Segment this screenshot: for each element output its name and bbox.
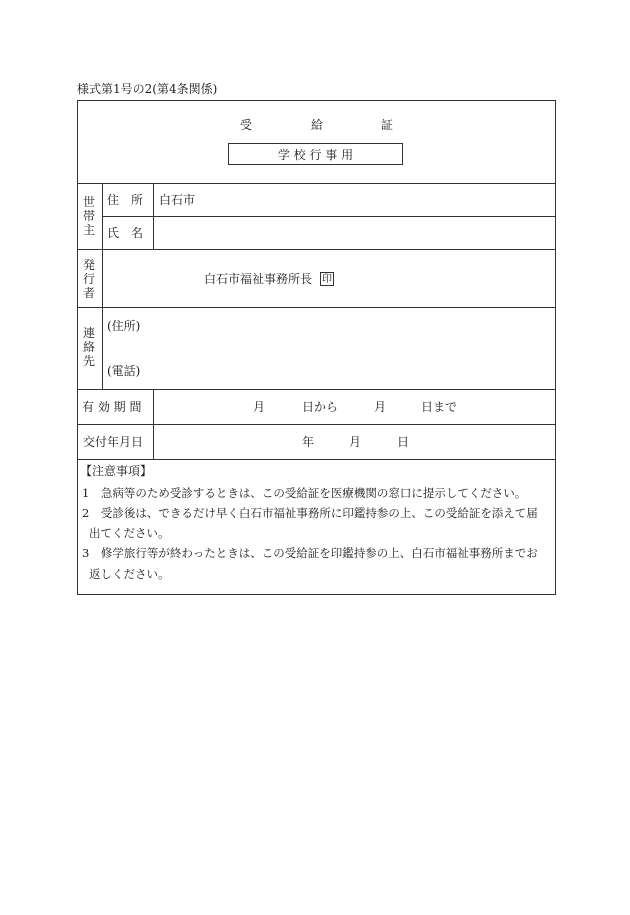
issue-date-label: 交付年月日 bbox=[83, 435, 144, 449]
validity-month-until: 月 bbox=[374, 400, 387, 414]
validity-until: 日まで bbox=[421, 400, 458, 414]
title-char: 受 bbox=[240, 118, 253, 132]
contact-label: 連 絡 先 bbox=[82, 326, 95, 368]
issuer-name: 白石市福祉事務所長 bbox=[204, 272, 313, 286]
seal-mark: 印 bbox=[322, 274, 332, 285]
row-divider bbox=[77, 183, 556, 184]
issuer-label: 発 行 者 bbox=[82, 258, 95, 300]
title-char: 給 bbox=[311, 118, 324, 132]
period-column-divider bbox=[153, 389, 154, 459]
contact-address: (住所) bbox=[107, 319, 141, 333]
contact-phone: (電話) bbox=[107, 364, 141, 378]
row-divider bbox=[102, 216, 556, 217]
certificate-frame bbox=[77, 100, 556, 595]
row-divider bbox=[77, 389, 556, 390]
school-event-label: 学 校 行 事 用 bbox=[277, 148, 354, 162]
issue-month: 月 bbox=[349, 435, 362, 449]
address-value: 白石市 bbox=[159, 193, 196, 207]
note-item: 3 修学旅行等が終わったときは、この受給証を印鑑持参の上、白石市福祉事務所までお bbox=[82, 546, 538, 560]
note-item: 2 受診後は、できるだけ早く白石市福祉事務所に印鑑持参の上、この受給証を添えて届 bbox=[82, 506, 538, 520]
note-item: 1 急病等のため受診するときは、この受給証を医療機関の窓口に提示してください。 bbox=[82, 486, 527, 500]
note-item-continued: 返しください。 bbox=[89, 567, 170, 581]
sublabel-column-divider bbox=[153, 183, 154, 249]
validity-month-from: 月 bbox=[253, 400, 266, 414]
notes-heading: 【注意事項】 bbox=[80, 464, 153, 478]
household-head-label: 世 帯 主 bbox=[82, 195, 95, 237]
row-divider bbox=[77, 307, 556, 308]
row-divider bbox=[77, 424, 556, 425]
title-char: 証 bbox=[381, 118, 394, 132]
address-label: 住 所 bbox=[107, 193, 144, 207]
validity-label: 有 効 期 間 bbox=[82, 400, 142, 414]
note-item-continued: 出てください。 bbox=[89, 526, 170, 540]
row-divider bbox=[77, 459, 556, 460]
form-number: 様式第1号の2(第4条関係) bbox=[77, 82, 218, 96]
issue-day: 日 bbox=[397, 435, 410, 449]
name-label: 氏 名 bbox=[107, 226, 144, 240]
row-divider bbox=[77, 249, 556, 250]
issue-year: 年 bbox=[302, 435, 315, 449]
label-column-divider bbox=[102, 183, 103, 389]
validity-from: 日から bbox=[302, 400, 339, 414]
